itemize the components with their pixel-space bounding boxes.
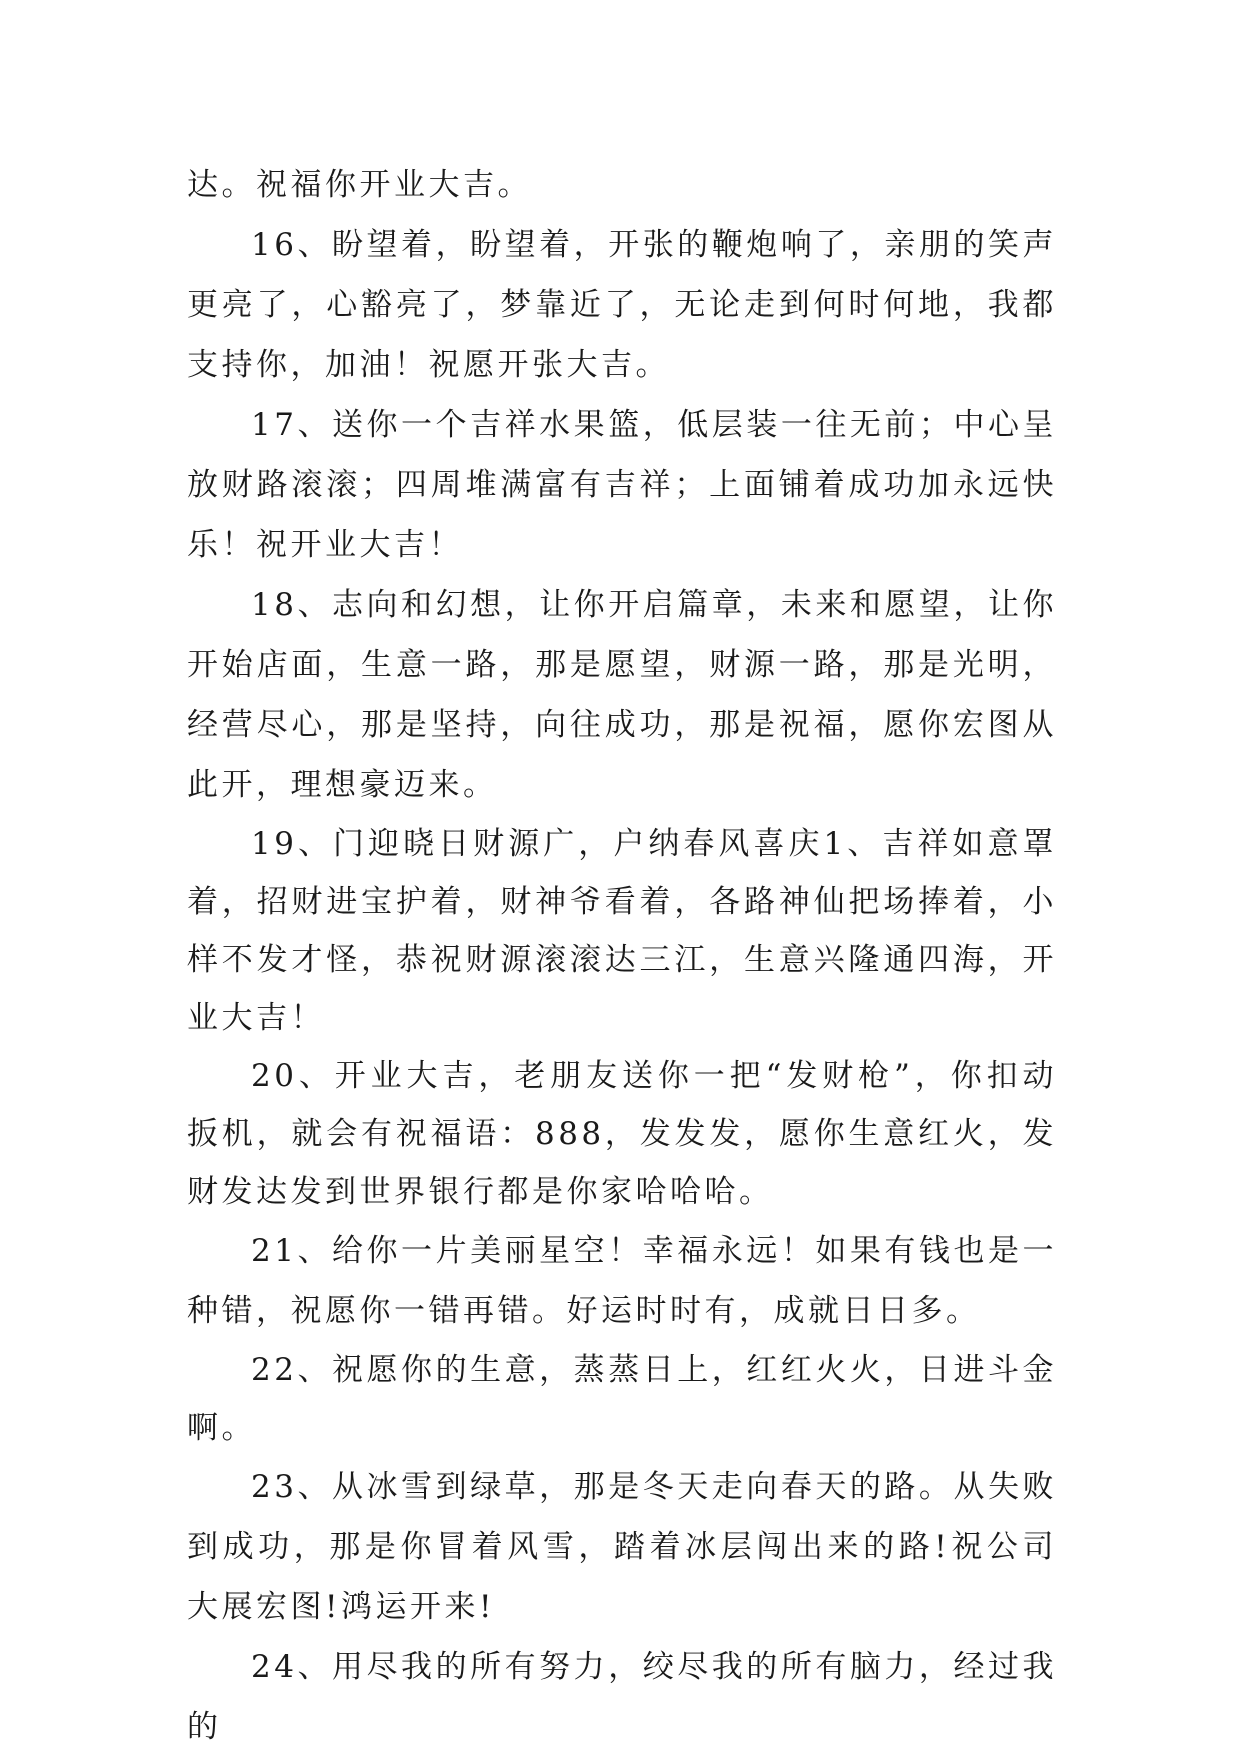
paragraph-16: 16、盼望着，盼望着，开张的鞭炮响了，亲朋的笑声更亮了，心豁亮了，梦靠近了，无论走到何时何地，我都支持你，加油！祝愿开张大吉。	[187, 227, 1057, 383]
paragraph-17: 17、送你一个吉祥水果篮，低层装一往无前；中心呈放财路滚滚；四周堆满富有吉祥；上面铺着成功加永远快乐！祝开业大吉！	[187, 407, 1057, 563]
paragraph-18: 18、志向和幻想，让你开启篇章，未来和愿望，让你开始店面，生意一路，那是愿望，财源一路，那是光明，经营尽心，那是坚持，向往成功，那是祝福，愿你宏图从此开，理想豪迈来。	[187, 587, 1057, 803]
paragraph-20: 20、开业大吉，老朋友送你一把“发财枪”，你扣动扳机，就会有祝福语：888，发发发，愿你生意红火，发财发达发到世界银行都是你家哈哈哈。	[187, 1058, 1057, 1210]
paragraph-19: 19、门迎晓日财源广，户纳春风喜庆1、吉祥如意罩着，招财进宝护着，财神爷看着，各路神仙把场捧着，小样不发才怪，恭祝财源滚滚达三江，生意兴隆通四海，开业大吉！	[187, 826, 1057, 1036]
paragraph-24: 24、用尽我的所有努力，绞尽我的所有脑力，经过我的	[187, 1649, 1057, 1745]
paragraph-15-continuation: 达。祝福你开业大吉。	[187, 167, 532, 203]
document-body	[187, 155, 1057, 1757]
paragraph-22: 22、祝愿你的生意，蒸蒸日上，红红火火，日进斗金啊。	[187, 1352, 1057, 1446]
paragraph-23: 23、从冰雪到绿草，那是冬天走向春天的路。从失败到成功，那是你冒着风雪，踏着冰层闯出来的路!祝公司大展宏图!鸿运开来!	[187, 1469, 1057, 1625]
paragraph-21: 21、给你一片美丽星空！幸福永远！如果有钱也是一种错，祝愿你一错再错。好运时时有，成就日日多。	[187, 1233, 1057, 1329]
